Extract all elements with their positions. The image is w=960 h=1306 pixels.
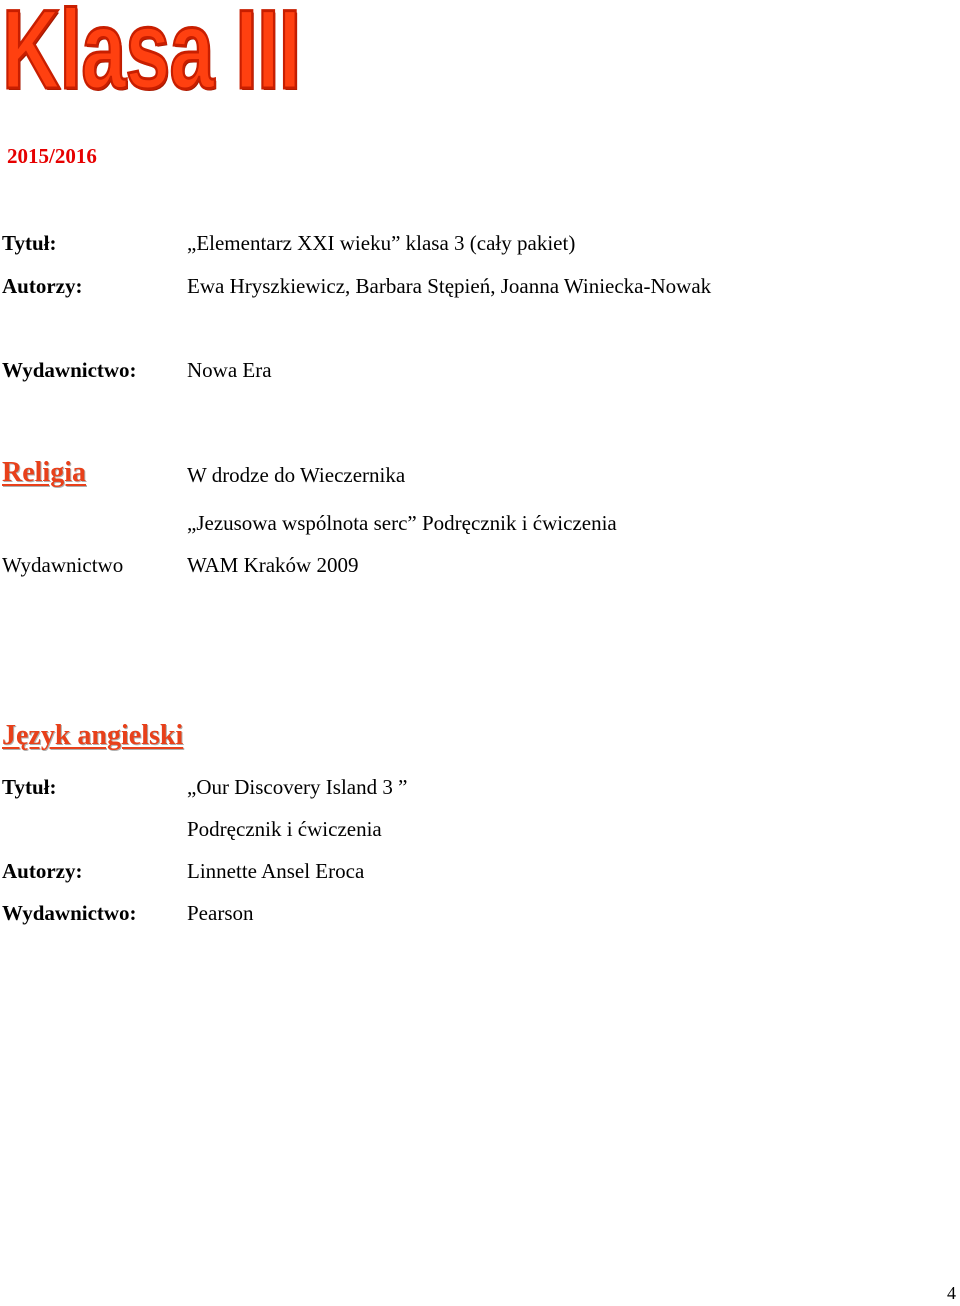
page-title: Klasa III [2,0,301,112]
publisher-label: Wydawnictwo: [2,358,137,382]
religia-line-2: „Jezusowa wspólnota serc” Podręcznik i ćwiczenia [187,511,617,535]
page-number: 4 [947,1283,956,1303]
angielski-title-subvalue: Podręcznik i ćwiczenia [187,817,382,841]
publisher-value: Nowa Era [187,358,272,382]
title-label: Tytuł: [2,231,57,255]
religia-line-1: W drodze do Wieczernika [187,463,406,487]
authors-value: Ewa Hryszkiewicz, Barbara Stępień, Joanna Winiecka-Nowak [187,274,712,298]
angielski-authors-value: Linnette Ansel Eroca [187,859,365,883]
religia-publisher-label: Wydawnictwo [2,553,124,577]
section-heading-angielski: Język angielski [2,720,184,751]
school-year: 2015/2016 [7,144,97,168]
angielski-authors-label: Autorzy: [2,859,83,883]
religia-publisher-value: WAM Kraków 2009 [187,553,359,577]
angielski-title-value: „Our Discovery Island 3 ” [187,775,408,799]
section-heading-religia: Religia [2,457,86,488]
authors-label: Autorzy: [2,274,83,298]
angielski-title-label: Tytuł: [2,775,57,799]
angielski-publisher-label: Wydawnictwo: [2,901,137,925]
angielski-publisher-value: Pearson [187,901,254,925]
title-value: „Elementarz XXI wieku” klasa 3 (cały pakiet) [187,231,576,255]
